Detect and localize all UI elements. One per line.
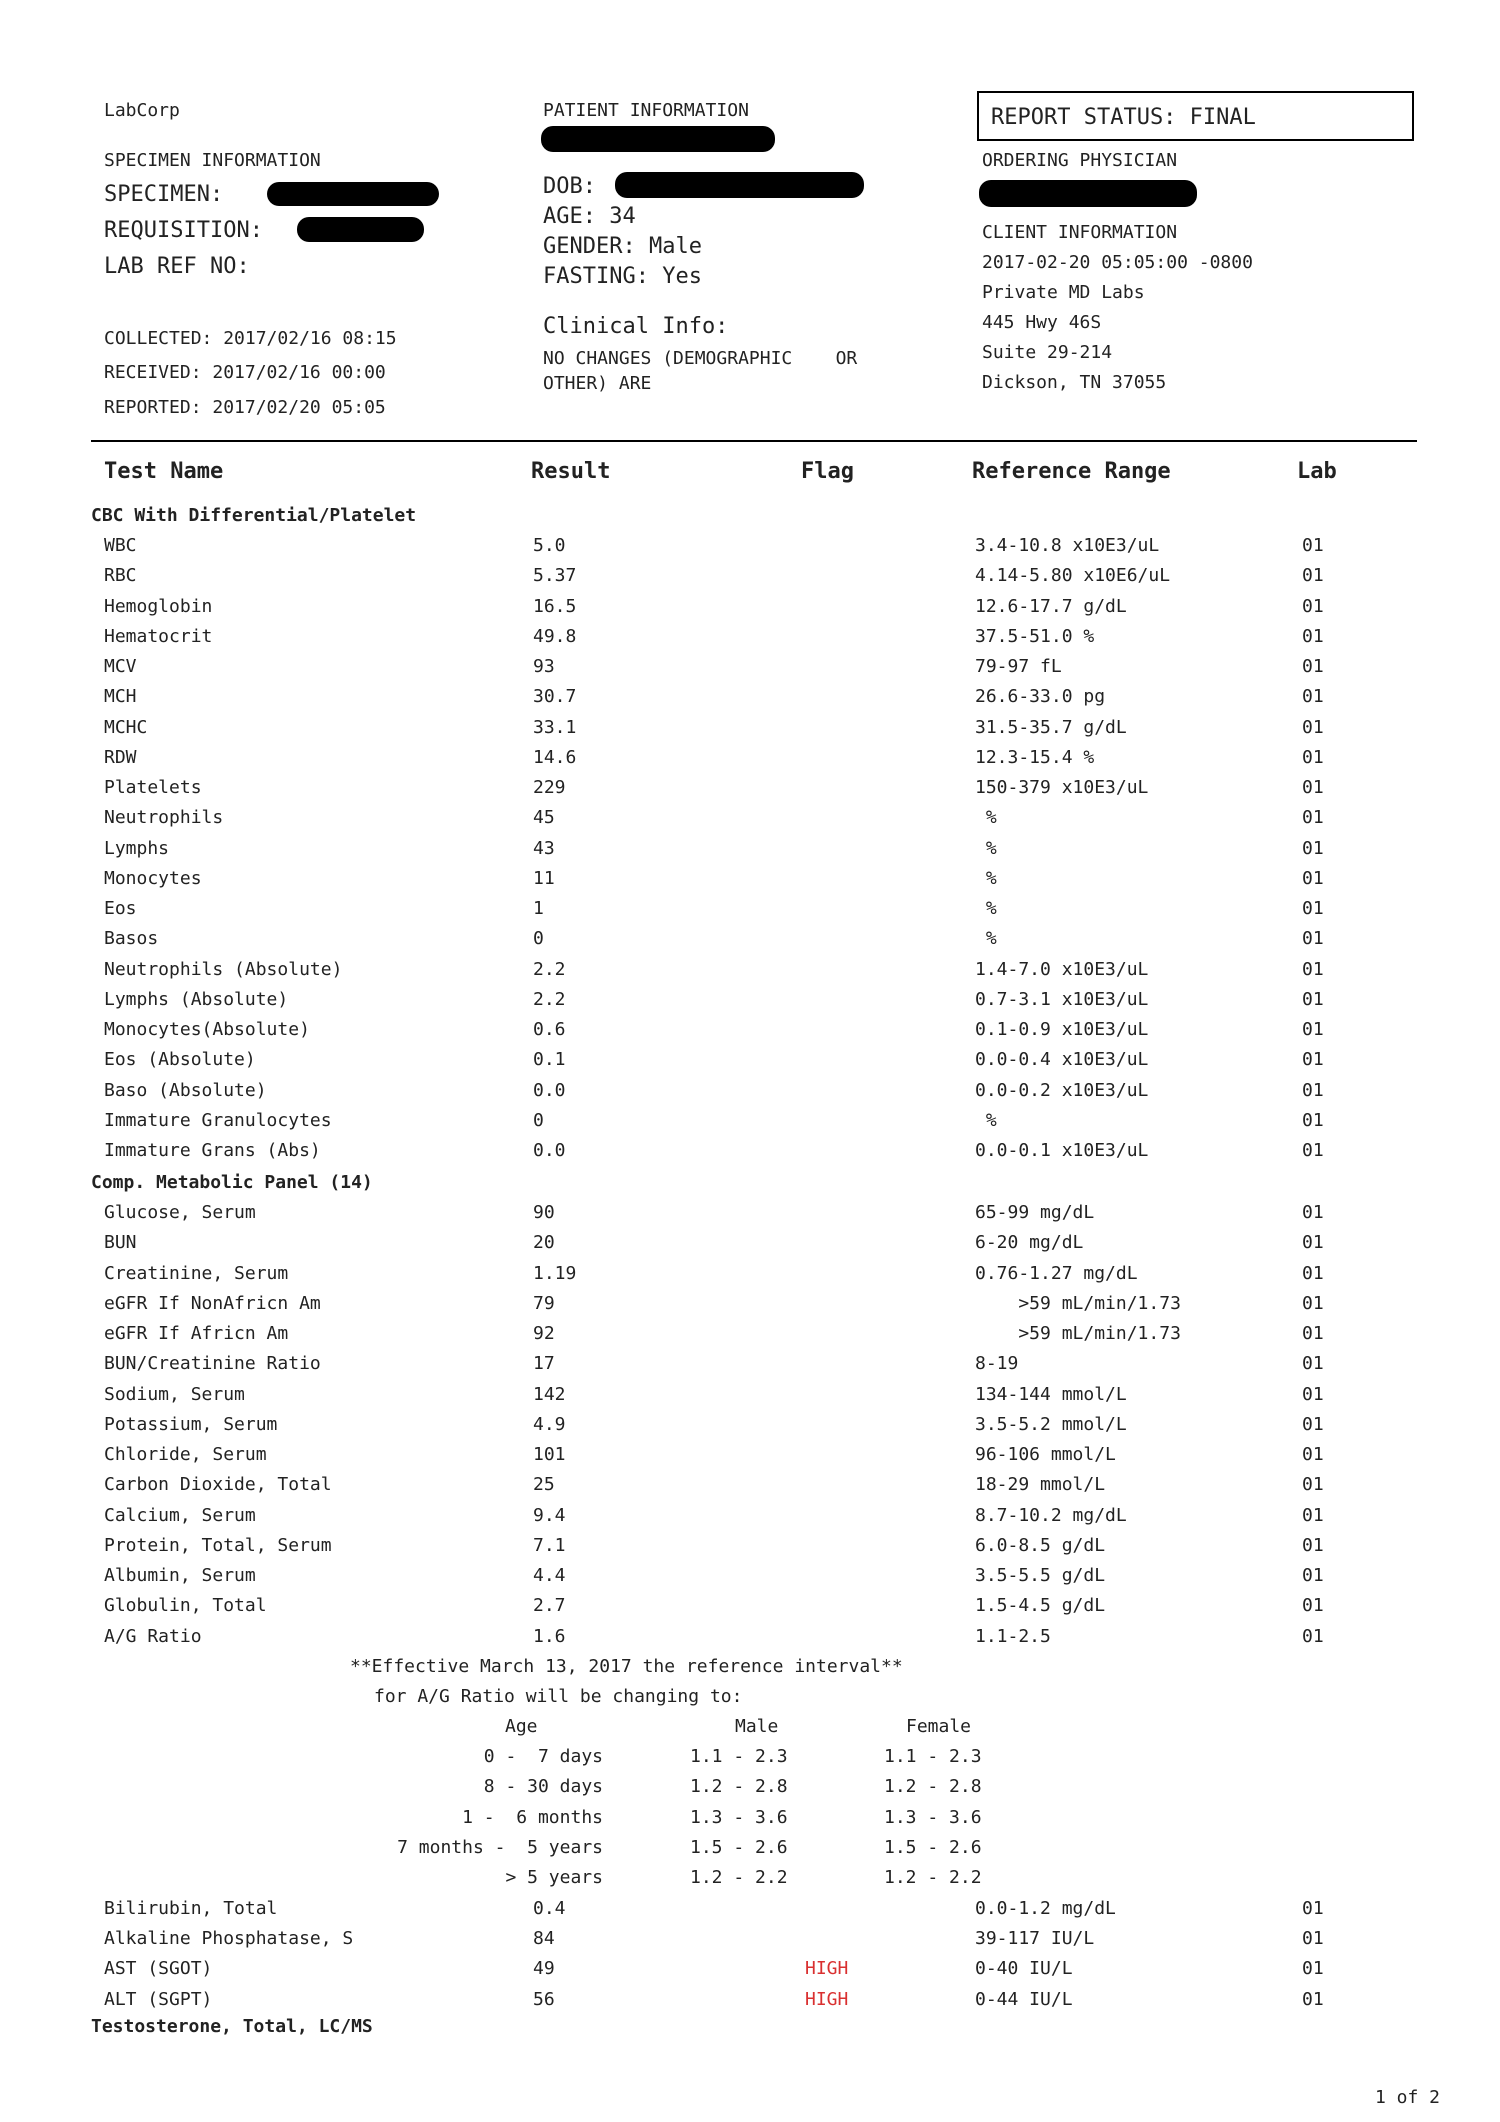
table-row: [0, 1928, 1500, 1958]
test-result: 0.4: [533, 1898, 566, 1919]
test-name: MCH: [104, 686, 137, 708]
test-lab: 01: [1302, 625, 1324, 647]
test-reference-range: 0.76-1.27 mg/dL: [975, 1262, 1138, 1284]
table-row: [0, 1444, 1500, 1474]
test-lab: 01: [1302, 565, 1324, 587]
test-name: Chloride, Serum: [104, 1444, 267, 1465]
table-row: [0, 1626, 1500, 1656]
client-datetime: 2017-02-20 05:05:00 -0800: [982, 252, 1253, 273]
test-result: 20: [533, 1232, 555, 1254]
table-row: [0, 1293, 1500, 1323]
test-name: WBC: [104, 535, 137, 556]
test-lab: 01: [1302, 777, 1324, 798]
test-result: 84: [533, 1928, 555, 1950]
test-result: 2.7: [533, 1595, 566, 1617]
test-reference-range: 12.6-17.7 g/dL: [975, 595, 1127, 617]
ag-age: > 5 years: [505, 1867, 603, 1889]
test-reference-range: 31.5-35.7 g/dL: [975, 716, 1127, 738]
table-row: [0, 1898, 1500, 1928]
test-name: Lymphs (Absolute): [104, 988, 289, 1010]
redacted-requisition: [297, 217, 424, 242]
test-reference-range: >59 mL/min/1.73: [975, 1292, 1181, 1314]
test-flag: HIGH: [805, 1958, 849, 1980]
ag-head-male: Male: [735, 1716, 779, 1737]
ag-age: 8 - 30 days: [483, 1776, 603, 1798]
table-row: [0, 1110, 1500, 1140]
test-result: 1: [533, 898, 544, 919]
test-name: Eos (Absolute): [104, 1049, 256, 1071]
table-row: [0, 1595, 1500, 1625]
table-row: [0, 1049, 1500, 1079]
header-divider: [91, 440, 1417, 442]
test-result: 14.6: [533, 746, 577, 768]
test-result: 7.1: [533, 1534, 566, 1556]
test-result: 0.1: [533, 1049, 566, 1071]
test-reference-range: %: [975, 837, 997, 859]
table-row: [0, 1989, 1500, 2019]
report-status: REPORT STATUS: FINAL: [991, 105, 1256, 130]
test-reference-range: 12.3-15.4 %: [975, 746, 1095, 768]
test-name: RDW: [104, 746, 137, 768]
table-row: [0, 656, 1500, 686]
patient-fasting: FASTING: Yes: [543, 264, 702, 289]
specimen-label: SPECIMEN:: [104, 182, 224, 207]
test-lab: 01: [1302, 867, 1324, 889]
test-lab: 01: [1302, 686, 1324, 708]
test-reference-range: 4.14-5.80 x10E6/uL: [975, 565, 1171, 587]
test-reference-range: 134-144 mmol/L: [975, 1383, 1127, 1405]
ag-male: 1.3 - 3.6: [690, 1806, 788, 1828]
test-lab: 01: [1302, 746, 1324, 768]
test-result: 45: [533, 807, 555, 829]
test-lab: 01: [1302, 928, 1324, 950]
test-reference-range: %: [975, 928, 997, 950]
test-reference-range: 65-99 mg/dL: [975, 1202, 1095, 1223]
test-reference-range: 18-29 mmol/L: [975, 1474, 1106, 1496]
test-reference-range: %: [975, 807, 997, 829]
test-name: Protein, Total, Serum: [104, 1534, 332, 1556]
test-lab: 01: [1302, 1019, 1324, 1040]
dob-label: DOB:: [543, 174, 596, 199]
collected-date: COLLECTED: 2017/02/16 08:15: [104, 328, 397, 349]
test-lab: 01: [1302, 595, 1324, 617]
test-lab: 01: [1302, 898, 1324, 919]
ag-male: 1.1 - 2.3: [690, 1746, 788, 1767]
col-result: Result: [531, 459, 611, 484]
test-result: 25: [533, 1474, 555, 1496]
test-reference-range: 0.0-0.1 x10E3/uL: [975, 1140, 1149, 1161]
test-result: 9.4: [533, 1504, 566, 1526]
test-name: Basos: [104, 928, 159, 950]
ag-head-female: Female: [906, 1716, 972, 1737]
test-name: A/G Ratio: [104, 1625, 202, 1647]
test-result: 101: [533, 1444, 566, 1465]
ag-age: 7 months - 5 years: [397, 1836, 603, 1858]
test-name: Immature Granulocytes: [104, 1109, 332, 1131]
test-name: BUN: [104, 1232, 137, 1254]
test-name: BUN/Creatinine Ratio: [104, 1353, 321, 1375]
received-date: RECEIVED: 2017/02/16 00:00: [104, 362, 386, 383]
client-info-title: CLIENT INFORMATION: [982, 222, 1178, 243]
client-name: Private MD Labs: [982, 282, 1145, 303]
test-lab: 01: [1302, 1202, 1324, 1223]
test-reference-range: 6.0-8.5 g/dL: [975, 1534, 1106, 1556]
ag-age: 0 - 7 days: [483, 1746, 603, 1767]
table-row: [0, 1565, 1500, 1595]
test-name: Monocytes: [104, 867, 202, 889]
test-name: Hemoglobin: [104, 595, 213, 617]
test-reference-range: 3.5-5.2 mmol/L: [975, 1413, 1127, 1435]
table-row: [0, 1535, 1500, 1565]
table-row: [0, 565, 1500, 595]
table-row: [0, 1232, 1500, 1262]
test-lab: 01: [1302, 535, 1324, 556]
patient-gender: GENDER: Male: [543, 234, 702, 259]
test-result: 0: [533, 1109, 544, 1131]
test-name: Platelets: [104, 777, 202, 798]
test-name: Carbon Dioxide, Total: [104, 1474, 332, 1496]
redacted-patient-name: [541, 126, 775, 152]
table-row: [0, 686, 1500, 716]
table-row: [0, 807, 1500, 837]
test-reference-range: 0.1-0.9 x10E3/uL: [975, 1019, 1149, 1040]
test-lab: 01: [1302, 1383, 1324, 1405]
test-lab: 01: [1302, 1928, 1324, 1950]
clinical-info-label: Clinical Info:: [543, 314, 729, 339]
requisition-label: REQUISITION:: [104, 218, 263, 243]
test-lab: 01: [1302, 1232, 1324, 1254]
table-row: [0, 898, 1500, 928]
table-row: [0, 1202, 1500, 1232]
test-lab: 01: [1302, 1444, 1324, 1465]
test-reference-range: 26.6-33.0 pg: [975, 686, 1106, 708]
test-lab: 01: [1302, 1988, 1324, 2010]
test-name: Bilirubin, Total: [104, 1898, 278, 1919]
test-lab: 01: [1302, 656, 1324, 677]
test-lab: 01: [1302, 1109, 1324, 1131]
test-name: eGFR If Africn Am: [104, 1323, 289, 1344]
ag-age: 1 - 6 months: [462, 1806, 603, 1828]
test-lab: 01: [1302, 1504, 1324, 1526]
test-lab: 01: [1302, 1262, 1324, 1284]
test-result: 5.37: [533, 565, 577, 587]
test-result: 0: [533, 928, 544, 950]
ag-female: 1.1 - 2.3: [884, 1746, 982, 1767]
test-lab: 01: [1302, 1140, 1324, 1161]
test-name: Neutrophils (Absolute): [104, 958, 343, 980]
test-lab: 01: [1302, 807, 1324, 829]
table-row: [0, 1384, 1500, 1414]
test-name: Neutrophils: [104, 807, 224, 829]
test-name: AST (SGOT): [104, 1958, 213, 1980]
test-name: Albumin, Serum: [104, 1565, 256, 1586]
table-row: [0, 1958, 1500, 1988]
table-row: [0, 1414, 1500, 1444]
test-reference-range: 0.7-3.1 x10E3/uL: [975, 988, 1149, 1010]
ordering-physician-title: ORDERING PHYSICIAN: [982, 150, 1178, 171]
clinical-info-line1: NO CHANGES (DEMOGRAPHIC OR: [543, 348, 858, 369]
test-lab: 01: [1302, 1353, 1324, 1375]
section-cbc-title: CBC With Differential/Platelet: [91, 505, 417, 526]
test-lab: 01: [1302, 1565, 1324, 1586]
test-result: 142: [533, 1383, 566, 1405]
col-flag: Flag: [801, 459, 854, 484]
col-lab: Lab: [1297, 459, 1337, 484]
col-test-name: Test Name: [104, 459, 224, 484]
ag-note-line2: for A/G Ratio will be changing to:: [374, 1686, 743, 1707]
ag-female: 1.2 - 2.8: [884, 1776, 982, 1798]
test-reference-range: 3.5-5.5 g/dL: [975, 1565, 1106, 1586]
test-result: 0.6: [533, 1019, 566, 1040]
redacted-dob: [615, 172, 864, 198]
table-row: [0, 1263, 1500, 1293]
test-result: 4.9: [533, 1413, 566, 1435]
test-result: 93: [533, 656, 555, 677]
test-reference-range: 1.5-4.5 g/dL: [975, 1595, 1106, 1617]
test-result: 43: [533, 837, 555, 859]
test-name: Glucose, Serum: [104, 1202, 256, 1223]
test-name: Hematocrit: [104, 625, 213, 647]
ag-male: 1.2 - 2.8: [690, 1776, 788, 1798]
test-lab: 01: [1302, 1625, 1324, 1647]
client-address-3: Dickson, TN 37055: [982, 372, 1167, 393]
table-row: [0, 1505, 1500, 1535]
ag-female: 1.5 - 2.6: [884, 1836, 982, 1858]
test-name: Potassium, Serum: [104, 1413, 278, 1435]
table-row: [0, 777, 1500, 807]
test-name: MCHC: [104, 716, 148, 738]
test-result: 17: [533, 1353, 555, 1375]
ag-female: 1.2 - 2.2: [884, 1867, 982, 1889]
test-result: 0.0: [533, 1140, 566, 1161]
test-lab: 01: [1302, 1049, 1324, 1071]
test-lab: 01: [1302, 1413, 1324, 1435]
test-name: eGFR If NonAfricn Am: [104, 1292, 321, 1314]
section-testosterone-title: Testosterone, Total, LC/MS: [91, 2016, 373, 2037]
test-lab: 01: [1302, 1898, 1324, 1919]
test-name: Sodium, Serum: [104, 1383, 245, 1405]
test-name: Lymphs: [104, 837, 170, 859]
test-lab: 01: [1302, 1595, 1324, 1617]
test-name: Baso (Absolute): [104, 1079, 267, 1101]
test-result: 0.0: [533, 1079, 566, 1101]
ag-male: 1.5 - 2.6: [690, 1836, 788, 1858]
table-row: [0, 626, 1500, 656]
test-reference-range: 150-379 x10E3/uL: [975, 777, 1149, 798]
test-reference-range: 6-20 mg/dL: [975, 1232, 1084, 1254]
client-address-1: 445 Hwy 46S: [982, 312, 1102, 333]
test-reference-range: 0.0-0.4 x10E3/uL: [975, 1049, 1149, 1071]
test-reference-range: 96-106 mmol/L: [975, 1444, 1116, 1465]
lab-name: LabCorp: [104, 100, 180, 121]
table-row: [0, 928, 1500, 958]
ag-note-line1: **Effective March 13, 2017 the reference interval**: [350, 1656, 903, 1677]
table-row: [0, 1140, 1500, 1170]
test-lab: 01: [1302, 988, 1324, 1010]
clinical-info-line2: OTHER) ARE: [543, 373, 652, 394]
test-result: 79: [533, 1292, 555, 1314]
client-address-2: Suite 29-214: [982, 342, 1113, 363]
patient-info-title: PATIENT INFORMATION: [543, 100, 749, 121]
test-name: Globulin, Total: [104, 1595, 267, 1617]
test-result: 4.4: [533, 1565, 566, 1586]
ag-male: 1.2 - 2.2: [690, 1867, 788, 1889]
table-row: [0, 1323, 1500, 1353]
redacted-physician: [979, 180, 1197, 207]
test-name: RBC: [104, 565, 137, 587]
test-reference-range: 3.4-10.8 x10E3/uL: [975, 535, 1160, 556]
test-reference-range: 8.7-10.2 mg/dL: [975, 1504, 1127, 1526]
test-result: 5.0: [533, 535, 566, 556]
test-result: 11: [533, 867, 555, 889]
test-name: Calcium, Serum: [104, 1504, 256, 1526]
test-result: 1.6: [533, 1625, 566, 1647]
test-lab: 01: [1302, 716, 1324, 738]
test-name: MCV: [104, 656, 137, 677]
table-row: [0, 596, 1500, 626]
table-row: [0, 1474, 1500, 1504]
test-reference-range: %: [975, 867, 997, 889]
table-row: [0, 747, 1500, 777]
test-lab: 01: [1302, 1534, 1324, 1556]
test-reference-range: 0-44 IU/L: [975, 1988, 1073, 2010]
report-status-box: [977, 91, 1414, 141]
test-result: 1.19: [533, 1262, 577, 1284]
test-lab: 01: [1302, 1958, 1324, 1980]
section-cmp-title: Comp. Metabolic Panel (14): [91, 1172, 373, 1193]
test-reference-range: 1.4-7.0 x10E3/uL: [975, 958, 1149, 980]
test-name: ALT (SGPT): [104, 1988, 213, 2010]
test-reference-range: >59 mL/min/1.73: [975, 1323, 1181, 1344]
patient-age: AGE: 34: [543, 204, 636, 229]
test-result: 49.8: [533, 625, 577, 647]
test-result: 92: [533, 1323, 555, 1344]
test-result: 30.7: [533, 686, 577, 708]
ag-female: 1.3 - 3.6: [884, 1806, 982, 1828]
test-reference-range: 39-117 IU/L: [975, 1928, 1095, 1950]
reported-date: REPORTED: 2017/02/20 05:05: [104, 397, 386, 418]
test-result: 2.2: [533, 988, 566, 1010]
test-result: 56: [533, 1988, 555, 2010]
test-reference-range: 79-97 fL: [975, 656, 1062, 677]
table-row: [0, 1080, 1500, 1110]
test-name: Alkaline Phosphatase, S: [104, 1928, 354, 1950]
test-result: 33.1: [533, 716, 577, 738]
test-name: Immature Grans (Abs): [104, 1140, 321, 1161]
test-result: 2.2: [533, 958, 566, 980]
table-row: [0, 717, 1500, 747]
table-row: [0, 868, 1500, 898]
test-result: 16.5: [533, 595, 577, 617]
table-row: [0, 989, 1500, 1019]
table-row: [0, 838, 1500, 868]
test-reference-range: 8-19: [975, 1353, 1019, 1375]
test-lab: 01: [1302, 1323, 1324, 1344]
page-number: 1 of 2: [1374, 2087, 1440, 2108]
ag-head-age: Age: [505, 1716, 538, 1737]
test-name: Monocytes(Absolute): [104, 1019, 310, 1040]
test-reference-range: 0.0-1.2 mg/dL: [975, 1898, 1116, 1919]
test-lab: 01: [1302, 1292, 1324, 1314]
test-flag: HIGH: [805, 1988, 849, 2010]
test-reference-range: %: [975, 1109, 997, 1131]
test-lab: 01: [1302, 1474, 1324, 1496]
test-reference-range: 0-40 IU/L: [975, 1958, 1073, 1980]
table-row: [0, 535, 1500, 565]
test-result: 49: [533, 1958, 555, 1980]
test-lab: 01: [1302, 958, 1324, 980]
test-name: Eos: [104, 898, 137, 919]
test-reference-range: 0.0-0.2 x10E3/uL: [975, 1079, 1149, 1101]
specimen-info-title: SPECIMEN INFORMATION: [104, 150, 321, 171]
table-row: [0, 1353, 1500, 1383]
test-reference-range: 1.1-2.5: [975, 1625, 1051, 1647]
test-reference-range: 37.5-51.0 %: [975, 625, 1095, 647]
table-row: [0, 1019, 1500, 1049]
test-result: 229: [533, 777, 566, 798]
test-reference-range: %: [975, 898, 997, 919]
col-reference-range: Reference Range: [972, 459, 1171, 484]
test-result: 90: [533, 1202, 555, 1223]
redacted-specimen: [267, 182, 439, 206]
test-lab: 01: [1302, 1079, 1324, 1101]
lab-ref-label: LAB REF NO:: [104, 254, 250, 279]
test-lab: 01: [1302, 837, 1324, 859]
test-name: Creatinine, Serum: [104, 1262, 289, 1284]
table-row: [0, 959, 1500, 989]
